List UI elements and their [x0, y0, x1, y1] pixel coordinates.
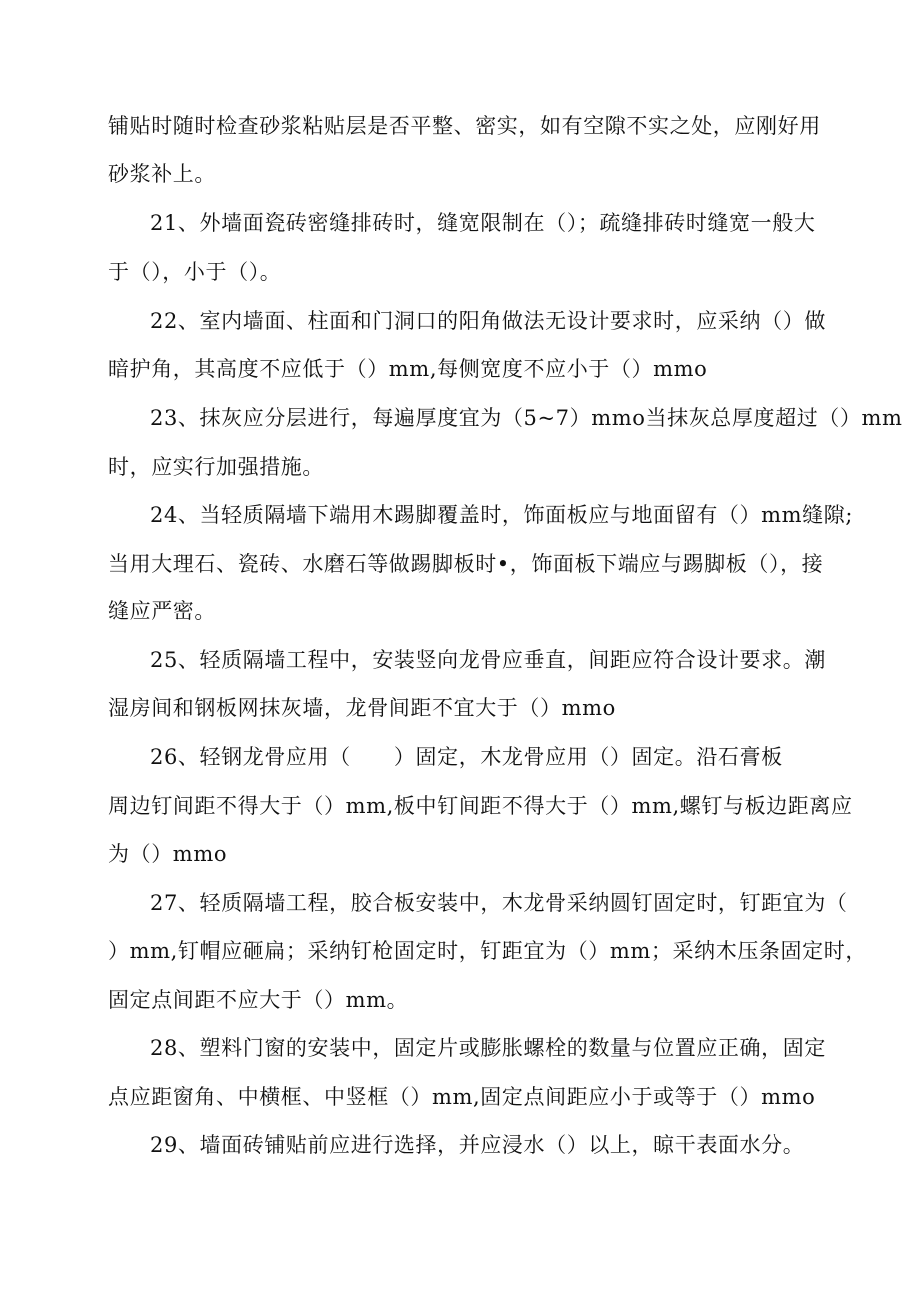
- text-line: 暗护角，其高度不应低于（）mm,每侧宽度不应小于（）mmo: [108, 357, 708, 381]
- text-line: 湿房间和钢板网抹灰墙，龙骨间距不宜大于（）mmo: [108, 696, 616, 720]
- text-line: 点应距窗角、中横框、中竖框（）mm,固定点间距应小于或等于（）mmo: [108, 1085, 816, 1109]
- question-22-line: 22、室内墙面、柱面和门洞口的阳角做法无设计要求时，应采纳（）做: [150, 309, 826, 333]
- text-line: 固定点间距不应大于（）mm。: [108, 988, 409, 1012]
- text-line: 于（），小于（）。: [108, 260, 282, 284]
- text-line: ）mm,钉帽应砸扁；采纳钉枪固定时，钉距宜为（）mm；采纳木压条固定时，: [108, 939, 867, 963]
- text-line: 当用大理石、瓷砖、水磨石等做踢脚板时•，饰面板下端应与踢脚板（），接: [108, 552, 824, 576]
- question-23-line: 23、抹灰应分层进行，每遍厚度宜为（5~7）mmo当抹灰总厚度超过（）mm: [150, 406, 903, 430]
- text-line: 砂浆补上。: [108, 162, 216, 186]
- question-25-line: 25、轻质隔墙工程中，安装竖向龙骨应垂直，间距应符合设计要求。潮: [150, 648, 826, 672]
- text-line: 铺贴时随时检查砂浆粘贴层是否平整、密实，如有空隙不实之处，应刚好用: [108, 114, 821, 138]
- text-line: 缝应严密。: [108, 599, 216, 623]
- text-line: 周边钉间距不得大于（）mm,板中钉间距不得大于（）mm,螺钉与板边距离应: [108, 794, 853, 818]
- text-line: 时，应实行加强措施。: [108, 455, 324, 479]
- question-28-line: 28、塑料门窗的安装中，固定片或膨胀螺栓的数量与位置应正确，固定: [150, 1036, 826, 1060]
- question-21-line: 21、外墙面瓷砖密缝排砖时，缝宽限制在（）；疏缝排砖时缝宽一般大: [150, 211, 816, 235]
- question-27-line: 27、轻质隔墙工程，胶合板安装中，木龙骨采纳圆钉固定时，钉距宜为（: [150, 891, 848, 915]
- question-24-line: 24、当轻质隔墙下端用木踢脚覆盖时，饰面板应与地面留有（）mm缝隙;: [150, 503, 854, 527]
- question-26-line: 26、轻钢龙骨应用（ ）固定，木龙骨应用（）固定。沿石膏板: [150, 745, 783, 769]
- text-line: 为（）mmo: [108, 842, 228, 866]
- question-29-line: 29、墙面砖铺贴前应进行选择，并应浸水（）以上，晾干表面水分。: [150, 1133, 805, 1157]
